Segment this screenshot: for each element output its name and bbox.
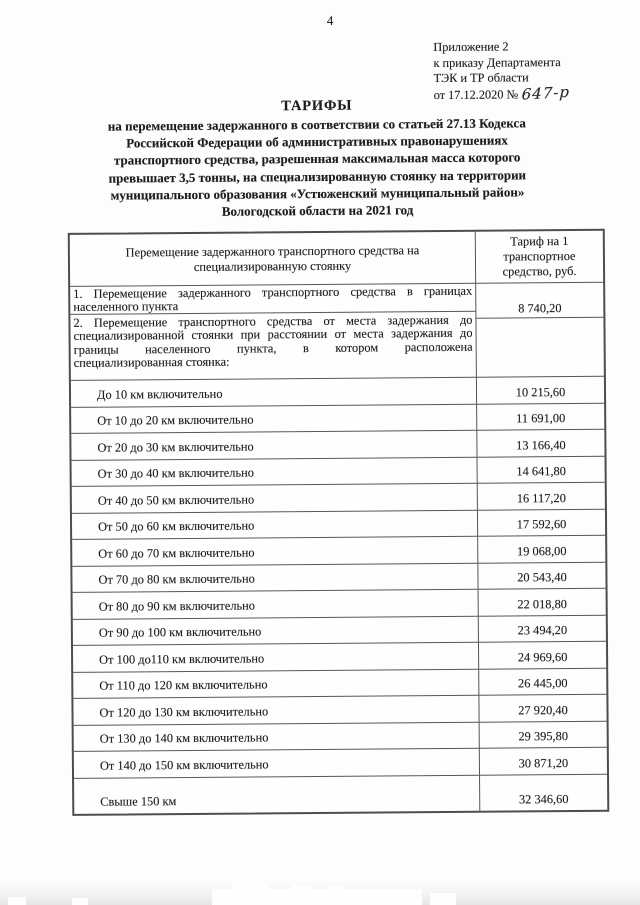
distance-label: От 70 до 80 км включительно <box>98 571 255 587</box>
distance-cell <box>73 696 479 726</box>
document-title: ТАРИФЫ <box>281 97 353 115</box>
distance-cell <box>74 749 480 779</box>
table-row-item1 <box>70 283 603 315</box>
item1-line: населенного пункта <box>73 299 179 314</box>
tariff-value: 13 166,40 <box>516 437 566 452</box>
table-row <box>72 456 605 487</box>
tariff-table <box>68 229 610 816</box>
distance-cell <box>74 775 480 813</box>
tariff-value: 20 543,40 <box>517 570 567 585</box>
distance-label: От 120 до 130 км включительно <box>99 703 269 720</box>
table-row <box>74 748 607 779</box>
tariff-value: 10 215,60 <box>515 384 566 399</box>
table-row <box>74 721 607 752</box>
tariff-cell <box>478 536 605 563</box>
distance-cell <box>72 537 478 567</box>
table-header-row <box>70 231 603 287</box>
header-col-tariff: Тариф на 1 транспортное средство, руб. <box>476 231 603 284</box>
table-row <box>72 536 605 567</box>
table-row <box>73 642 606 673</box>
table-row <box>72 483 605 514</box>
scan-artifact <box>430 893 456 905</box>
table-row <box>73 668 606 699</box>
tariff-cell <box>477 430 604 457</box>
tariff-cell <box>479 589 606 616</box>
table-row <box>74 774 607 813</box>
distance-rows-section <box>71 377 607 814</box>
distance-label: От 30 до 40 км включительно <box>97 465 254 481</box>
distance-label: От 50 до 60 км включительно <box>97 518 255 534</box>
tariff-value: 16 117,20 <box>516 490 566 505</box>
table-row <box>71 403 604 434</box>
tariff-value: 24 969,60 <box>517 649 568 664</box>
item2-tariff-cell <box>476 311 604 378</box>
tariff-cell <box>477 377 604 404</box>
tariff-cell <box>479 615 606 642</box>
subtitle-line: на перемещение задержанного в соответствии со статьей 27.13 Кодекса <box>107 115 526 134</box>
table-row <box>73 615 606 646</box>
tariff-cell <box>478 562 605 589</box>
distance-cell <box>72 457 478 487</box>
scan-artifact <box>232 883 268 905</box>
distance-label: От 10 до 20 км включительно <box>97 412 254 428</box>
distance-cell <box>71 431 477 461</box>
tariff-cell <box>477 403 604 430</box>
handwritten-order-number: 647-р <box>521 82 571 104</box>
item2-line: границы населенного пункта, в котором расположена <box>73 339 473 357</box>
table-row <box>72 562 605 593</box>
distance-cell <box>73 616 479 646</box>
distance-label: От 100 до110 км включительно <box>99 650 265 667</box>
appendix-line: Приложение 2 <box>433 39 509 55</box>
subtitle-line: Вологодской области на 2021 год <box>221 202 414 219</box>
tariff-cell <box>479 642 606 669</box>
tariff-value: 32 346,60 <box>518 791 569 806</box>
tariff-value: 19 068,00 <box>516 543 567 558</box>
tariff-value: 17 592,60 <box>516 517 567 532</box>
distance-cell <box>72 510 478 540</box>
item1-line: 1. Перемещение задержанного транспортного средства в границах <box>73 283 473 301</box>
order-date: от 17.12.2020 № <box>433 87 519 102</box>
scan-artifact <box>330 886 344 905</box>
distance-cell <box>72 563 478 593</box>
scan-artifact <box>72 898 88 905</box>
subtitle-line: Российской Федерации об административных правонарушениях <box>126 132 508 151</box>
table-row <box>73 589 606 620</box>
distance-cell <box>71 378 477 408</box>
tariff-value: 22 018,80 <box>517 596 568 611</box>
tariff-cell <box>479 695 606 722</box>
tariff-cell <box>480 721 607 748</box>
subtitle-line: муниципального образования «Устюженский муниципальный район» <box>110 184 525 203</box>
distance-label: От 20 до 30 км включительно <box>97 438 254 455</box>
table-row <box>71 377 604 408</box>
tariff-value: 23 494,20 <box>517 623 568 638</box>
appendix-line: ТЭК и ТР области <box>433 70 529 86</box>
item1-tariff-cell <box>476 283 603 316</box>
tariff-value: 30 871,20 <box>518 755 569 770</box>
tariff-cell <box>480 748 607 775</box>
appendix-block <box>433 39 569 103</box>
subtitle-line: транспортного средства, разрешенная максимальная масса которого <box>113 149 521 168</box>
tariff-value: 29 395,80 <box>518 729 569 744</box>
table-row <box>72 509 605 540</box>
tariff-value: 26 445,00 <box>517 676 568 691</box>
tariff-cell <box>478 456 605 483</box>
subtitle-line: превышает 3,5 тонны, на специализированную стоянку на территории <box>108 166 527 186</box>
distance-label: От 40 до 50 км включительно <box>97 491 255 508</box>
item2-line: специализированной стоянки при расстоянии от места задержания до <box>73 326 473 344</box>
tariff-cell <box>480 774 607 810</box>
scan-artifact <box>292 885 312 905</box>
distance-cell <box>72 484 478 514</box>
scanner-shadow-band <box>0 881 640 905</box>
tariff-cell <box>478 483 605 510</box>
tariff-cell <box>478 509 605 536</box>
item2-line: 2. Перемещение транспортного средства от места задержания до <box>73 312 473 330</box>
item2-description <box>70 312 477 381</box>
distance-label: От 130 до 140 км включительно <box>99 730 269 746</box>
distance-label: Свыше 150 км <box>100 793 177 809</box>
tariff-value: 14 641,80 <box>516 464 566 479</box>
distance-label: От 110 до 120 км включительно <box>99 677 268 693</box>
distance-cell <box>73 669 479 699</box>
table-row <box>73 695 606 726</box>
distance-label: До 10 км включительно <box>96 386 223 402</box>
table-row <box>71 430 604 461</box>
item1-description <box>70 284 476 315</box>
distance-cell <box>73 590 479 620</box>
page-number: 4 <box>326 12 334 28</box>
distance-label: От 60 до 70 км включительно <box>98 544 255 561</box>
table-row-item2 <box>70 311 604 381</box>
distance-label: От 90 до 100 км включительно <box>98 624 262 640</box>
tariff-cell <box>479 668 606 695</box>
item2-line: специализированная стоянка: <box>73 354 230 371</box>
tariff-value: 27 920,40 <box>518 702 568 717</box>
tariff-value: 11 691,00 <box>516 411 566 426</box>
distance-label: От 80 до 90 км включительно <box>98 597 256 614</box>
appendix-line: к приказу Департамента <box>433 54 561 70</box>
header-col-description: Перемещение задержанного транспортного средства на специализированную стоянку <box>70 232 476 287</box>
distance-cell <box>71 404 477 434</box>
document-subtitle <box>59 114 576 221</box>
distance-label: От 140 до 150 км включительно <box>99 756 269 773</box>
distance-cell <box>74 722 480 752</box>
scan-artifact <box>8 897 26 905</box>
distance-cell <box>73 643 479 673</box>
tariff-value: 8 740,20 <box>518 301 562 316</box>
